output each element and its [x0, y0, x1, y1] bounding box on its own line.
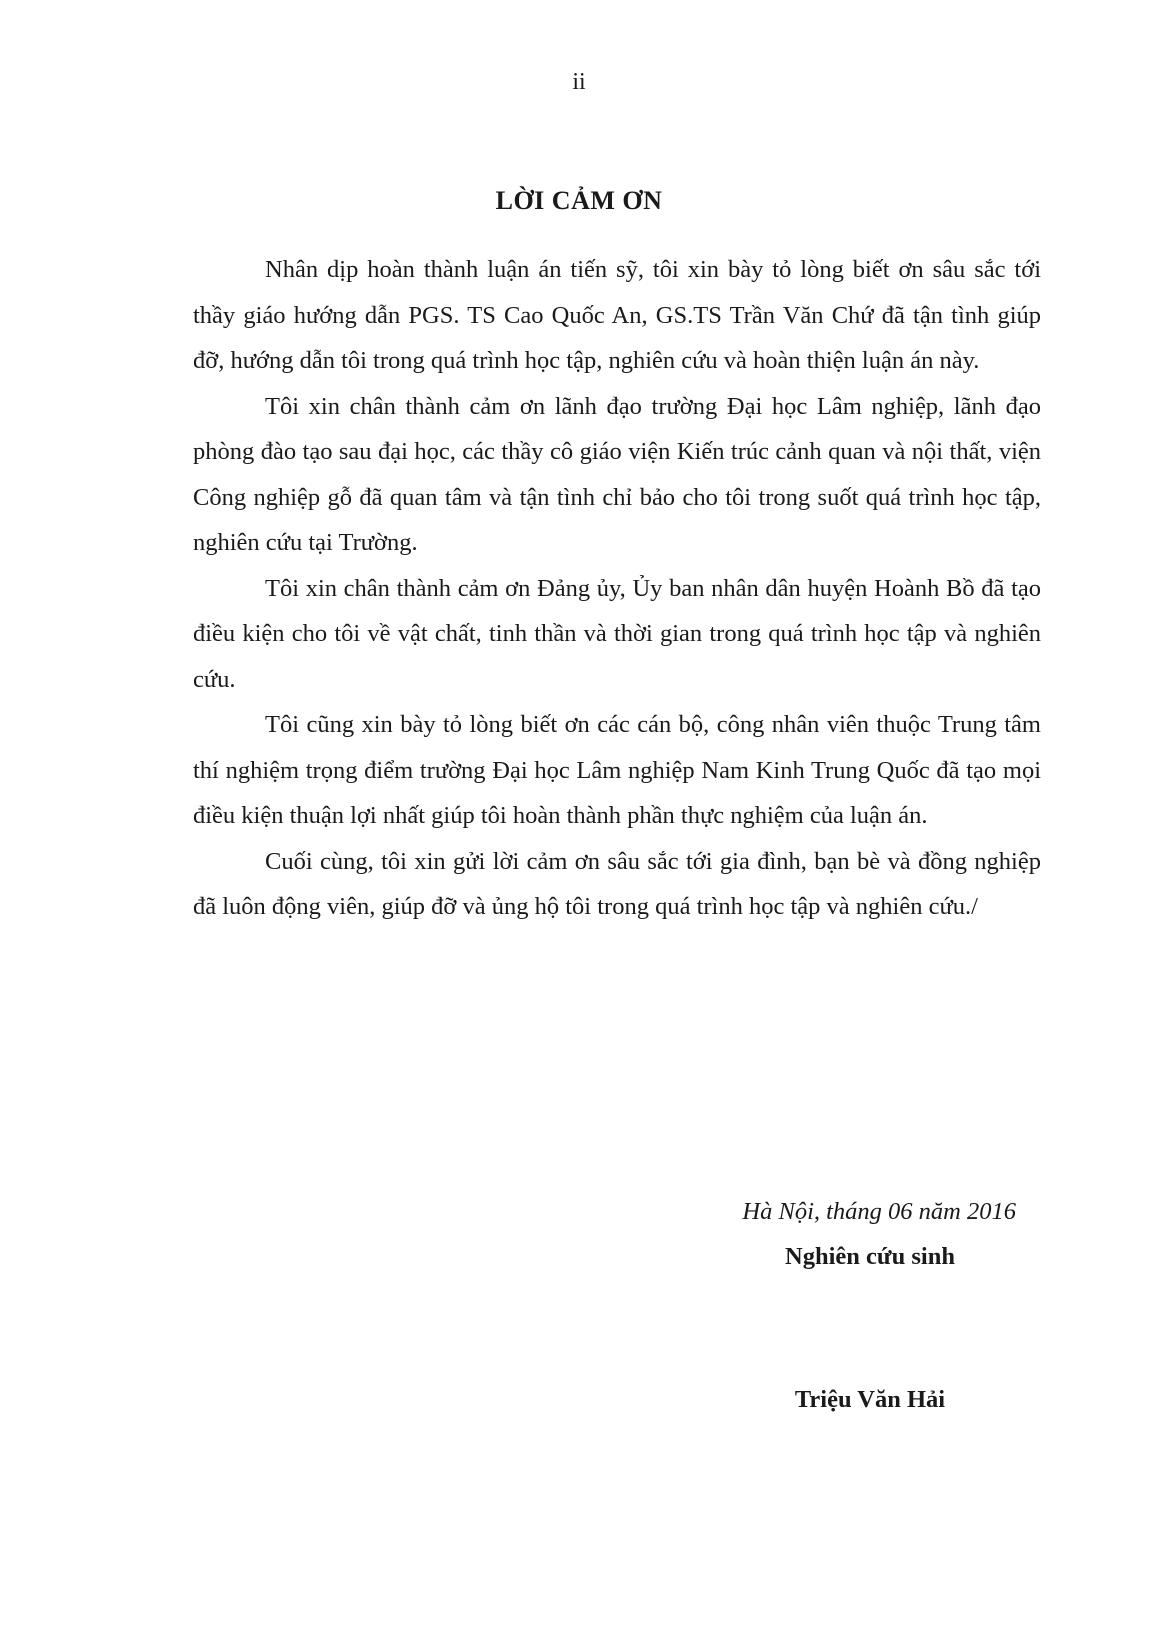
- acknowledgement-body: [193, 247, 1041, 930]
- paragraph-family: Cuối cùng, tôi xin gửi lời cảm ơn sâu sắc tới gia đình, bạn bè và đồng nghiệp đã luôn động viên, giúp đỡ và ủng hộ tôi trong quá trình học tập và nghiên cứu./: [193, 847, 1041, 920]
- page-number: ii: [572, 69, 586, 95]
- paragraph-university: Tôi xin chân thành cảm ơn lãnh đạo trường Đại học Lâm nghiệp, lãnh đạo phòng đào tạo sau đại học, các thầy cô giáo viện Kiến trúc cảnh quan và nội thất, viện Công nghiệp gỗ đã quan tâm và tận tình chỉ bảo cho tôi trong suốt quá trình học tập, nghiên cứu tại Trường.: [193, 392, 1041, 556]
- paragraph-nanjing-lab: Tôi cũng xin bày tỏ lòng biết ơn các cán bộ, công nhân viên thuộc Trung tâm thí nghiệm trọng điểm trường Đại học Lâm nghiệp Nam Kinh Trung Quốc đã tạo mọi điều kiện thuận lợi nhất giúp tôi hoàn thành phần thực nghiệm của luận án.: [193, 711, 1041, 829]
- signer-name: Triệu Văn Hải: [794, 1386, 946, 1413]
- signer-role: Nghiên cứu sinh: [785, 1243, 955, 1270]
- page-title: LỜI CẢM ƠN: [495, 186, 663, 215]
- place-date: Hà Nội, tháng 06 năm 2016: [742, 1198, 1016, 1225]
- paragraph-supervisors: Nhân dịp hoàn thành luận án tiến sỹ, tôi xin bày tỏ lòng biết ơn sâu sắc tới thầy giáo hướng dẫn PGS. TS Cao Quốc An, GS.TS Trần Văn Chứ đã tận tình giúp đỡ, hướng dẫn tôi trong quá trình học tập, nghiên cứu và hoàn thiện luận án này.: [193, 256, 1041, 374]
- paragraph-local-government: Tôi xin chân thành cảm ơn Đảng ủy, Ủy ban nhân dân huyện Hoành Bồ đã tạo điều kiện cho tôi về vật chất, tinh thần và thời gian trong quá trình học tập và nghiên cứu.: [193, 574, 1041, 693]
